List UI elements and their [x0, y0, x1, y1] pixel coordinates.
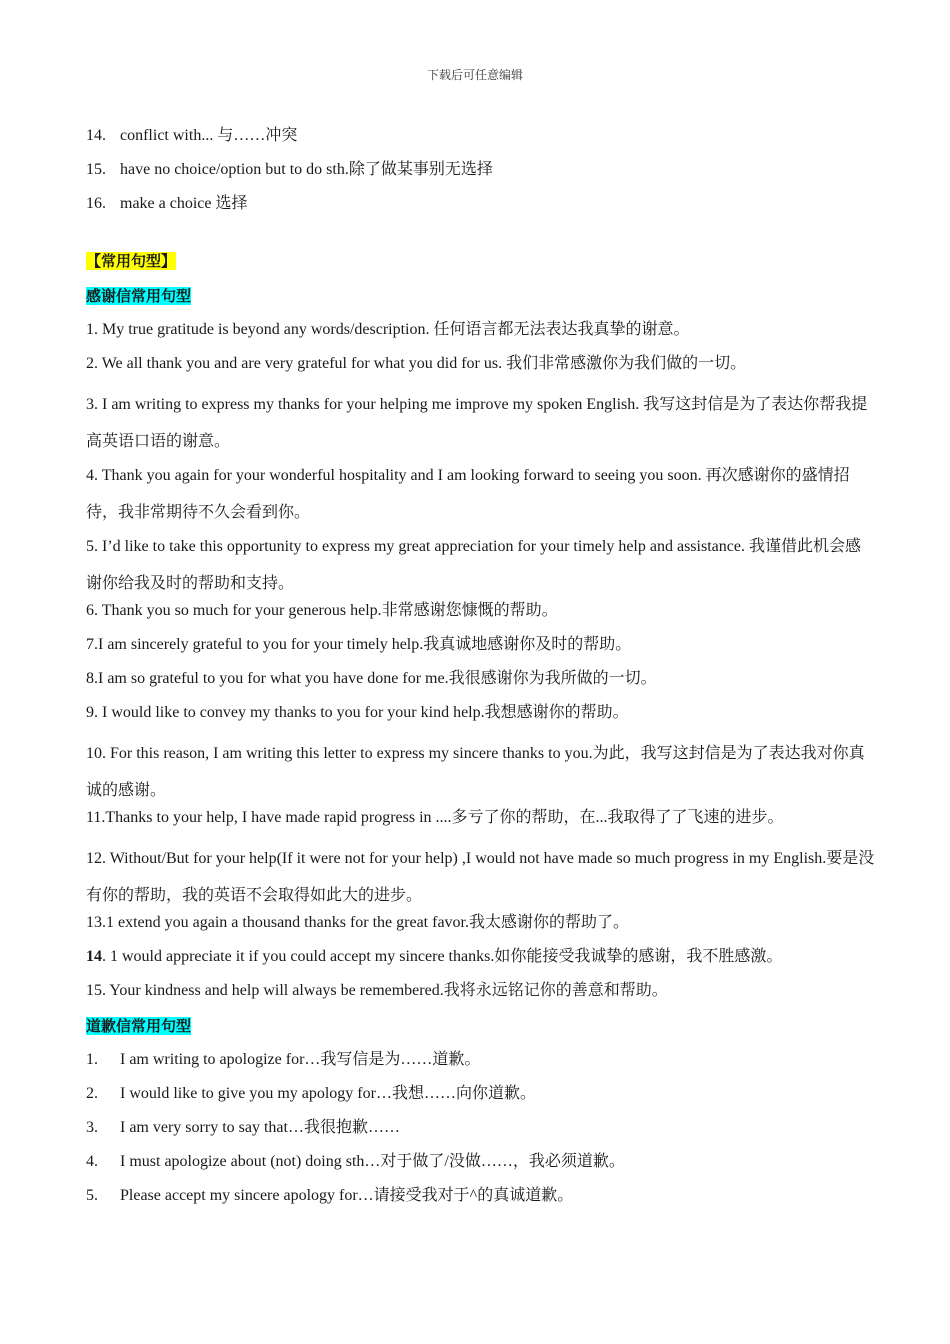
thanks-sentence: 10. For this reason, I am writing this letter to express my sincere thanks to you.为此，我写这封信是为了表达我对你真诚的感谢。 [86, 745, 865, 799]
phrase-item [86, 192, 876, 216]
thanks-sentence: 5. I’d like to take this opportunity to express my great appreciation for your timely help and assistance. 我谨借此机会感谢你给我及时的帮助和支持。 [86, 538, 861, 592]
thanks-sentence: 1. My true gratitude is beyond any words/description. 任何语言都无法表达我真挚的谢意。 [86, 321, 690, 338]
thanks-sentence: 2. We all thank you and are very grateful for what you did for us. 我们非常感激你为我们做的一切。 [86, 355, 747, 372]
page-header: 下载后可任意编辑 [426, 68, 523, 82]
apology-number: 1. [86, 1051, 98, 1068]
apology-letter-heading: 道歉信常用句型 [86, 1017, 192, 1035]
thanks-sentence: 7.I am sincerely grateful to you for your timely help.我真诚地感谢你及时的帮助。 [86, 636, 632, 653]
thanks-sentence-number: 14 [86, 948, 102, 965]
apology-sentence [86, 1048, 876, 1072]
phrase-text: have no choice/option but to do sth.除了做某事别无选择 [120, 161, 493, 178]
apology-number: 3. [86, 1119, 98, 1136]
thanks-sentence [86, 945, 876, 969]
phrase-text: conflict with... 与……冲突 [120, 127, 298, 144]
phrase-number: 15. [86, 161, 106, 178]
apology-text: I must apologize about (not) doing sth…对于做了/没做……，我必须道歉。 [120, 1153, 625, 1170]
apology-number: 4. [86, 1153, 98, 1170]
thanks-letter-heading: 感谢信常用句型 [86, 287, 192, 305]
spacer [86, 226, 876, 248]
thanks-sentence: 15. Your kindness and help will always be remembered.我将永远铭记你的善意和帮助。 [86, 982, 668, 999]
phrase-number: 16. [86, 195, 106, 212]
thanks-sentence: 12. Without/But for your help(If it were not for your help) ,I would not have made so much progress in my English.要是没有你的帮助，我的英语不会取得如此大的进步。 [86, 850, 875, 904]
thanks-sentence: 3. I am writing to express my thanks for your helping me improve my spoken English. 我写这封信是为了表达你帮我提高英语口语的谢意。 [86, 396, 868, 450]
thanks-sentence: 4. Thank you again for your wonderful hospitality and I am looking forward to seeing you soon. 再次感谢你的盛情招待，我非常期待不久会看到你。 [86, 467, 850, 521]
thanks-sentence: 13.1 extend you again a thousand thanks for the great favor.我太感谢你的帮助了。 [86, 914, 630, 931]
apology-sentence [86, 1082, 876, 1106]
phrase-number: 14. [86, 127, 106, 144]
thanks-heading-row [86, 283, 876, 310]
apology-sentence [86, 1150, 876, 1174]
apology-text: Please accept my sincere apology for…请接受我对于^的真诚道歉。 [120, 1187, 574, 1204]
phrase-text: make a choice 选择 [120, 195, 248, 212]
apology-text: I am very sorry to say that…我很抱歉…… [120, 1119, 400, 1136]
apology-number: 5. [86, 1187, 98, 1204]
thanks-sentence: 9. I would like to convey my thanks to you for your kind help.我想感谢你的帮助。 [86, 704, 629, 721]
common-sentences-heading: 【常用句型】 [86, 252, 177, 270]
phrase-item [86, 158, 876, 182]
common-sentences-heading-row [86, 248, 876, 275]
thanks-sentence: 6. Thank you so much for your generous help.非常感谢您慷慨的帮助。 [86, 602, 558, 619]
thanks-sentence: 11.Thanks to your help, I have made rapid progress in ....多亏了你的帮助，在...我取得了了飞速的进步。 [86, 809, 784, 826]
phrase-item [86, 124, 876, 148]
apology-heading-row [86, 1013, 876, 1040]
thanks-sentence-text: . 1 would appreciate it if you could accept my sincere thanks.如你能接受我诚挚的感谢，我不胜感激。 [102, 948, 783, 965]
apology-text: I would like to give you my apology for…我想……向你道歉。 [120, 1085, 536, 1102]
apology-sentence [86, 1116, 876, 1140]
apology-text: I am writing to apologize for…我写信是为……道歉。 [120, 1051, 481, 1068]
apology-sentence [86, 1184, 876, 1208]
apology-number: 2. [86, 1085, 98, 1102]
thanks-sentence: 8.I am so grateful to you for what you have done for me.我很感谢你为我所做的一切。 [86, 670, 657, 687]
document-body [86, 124, 876, 1218]
